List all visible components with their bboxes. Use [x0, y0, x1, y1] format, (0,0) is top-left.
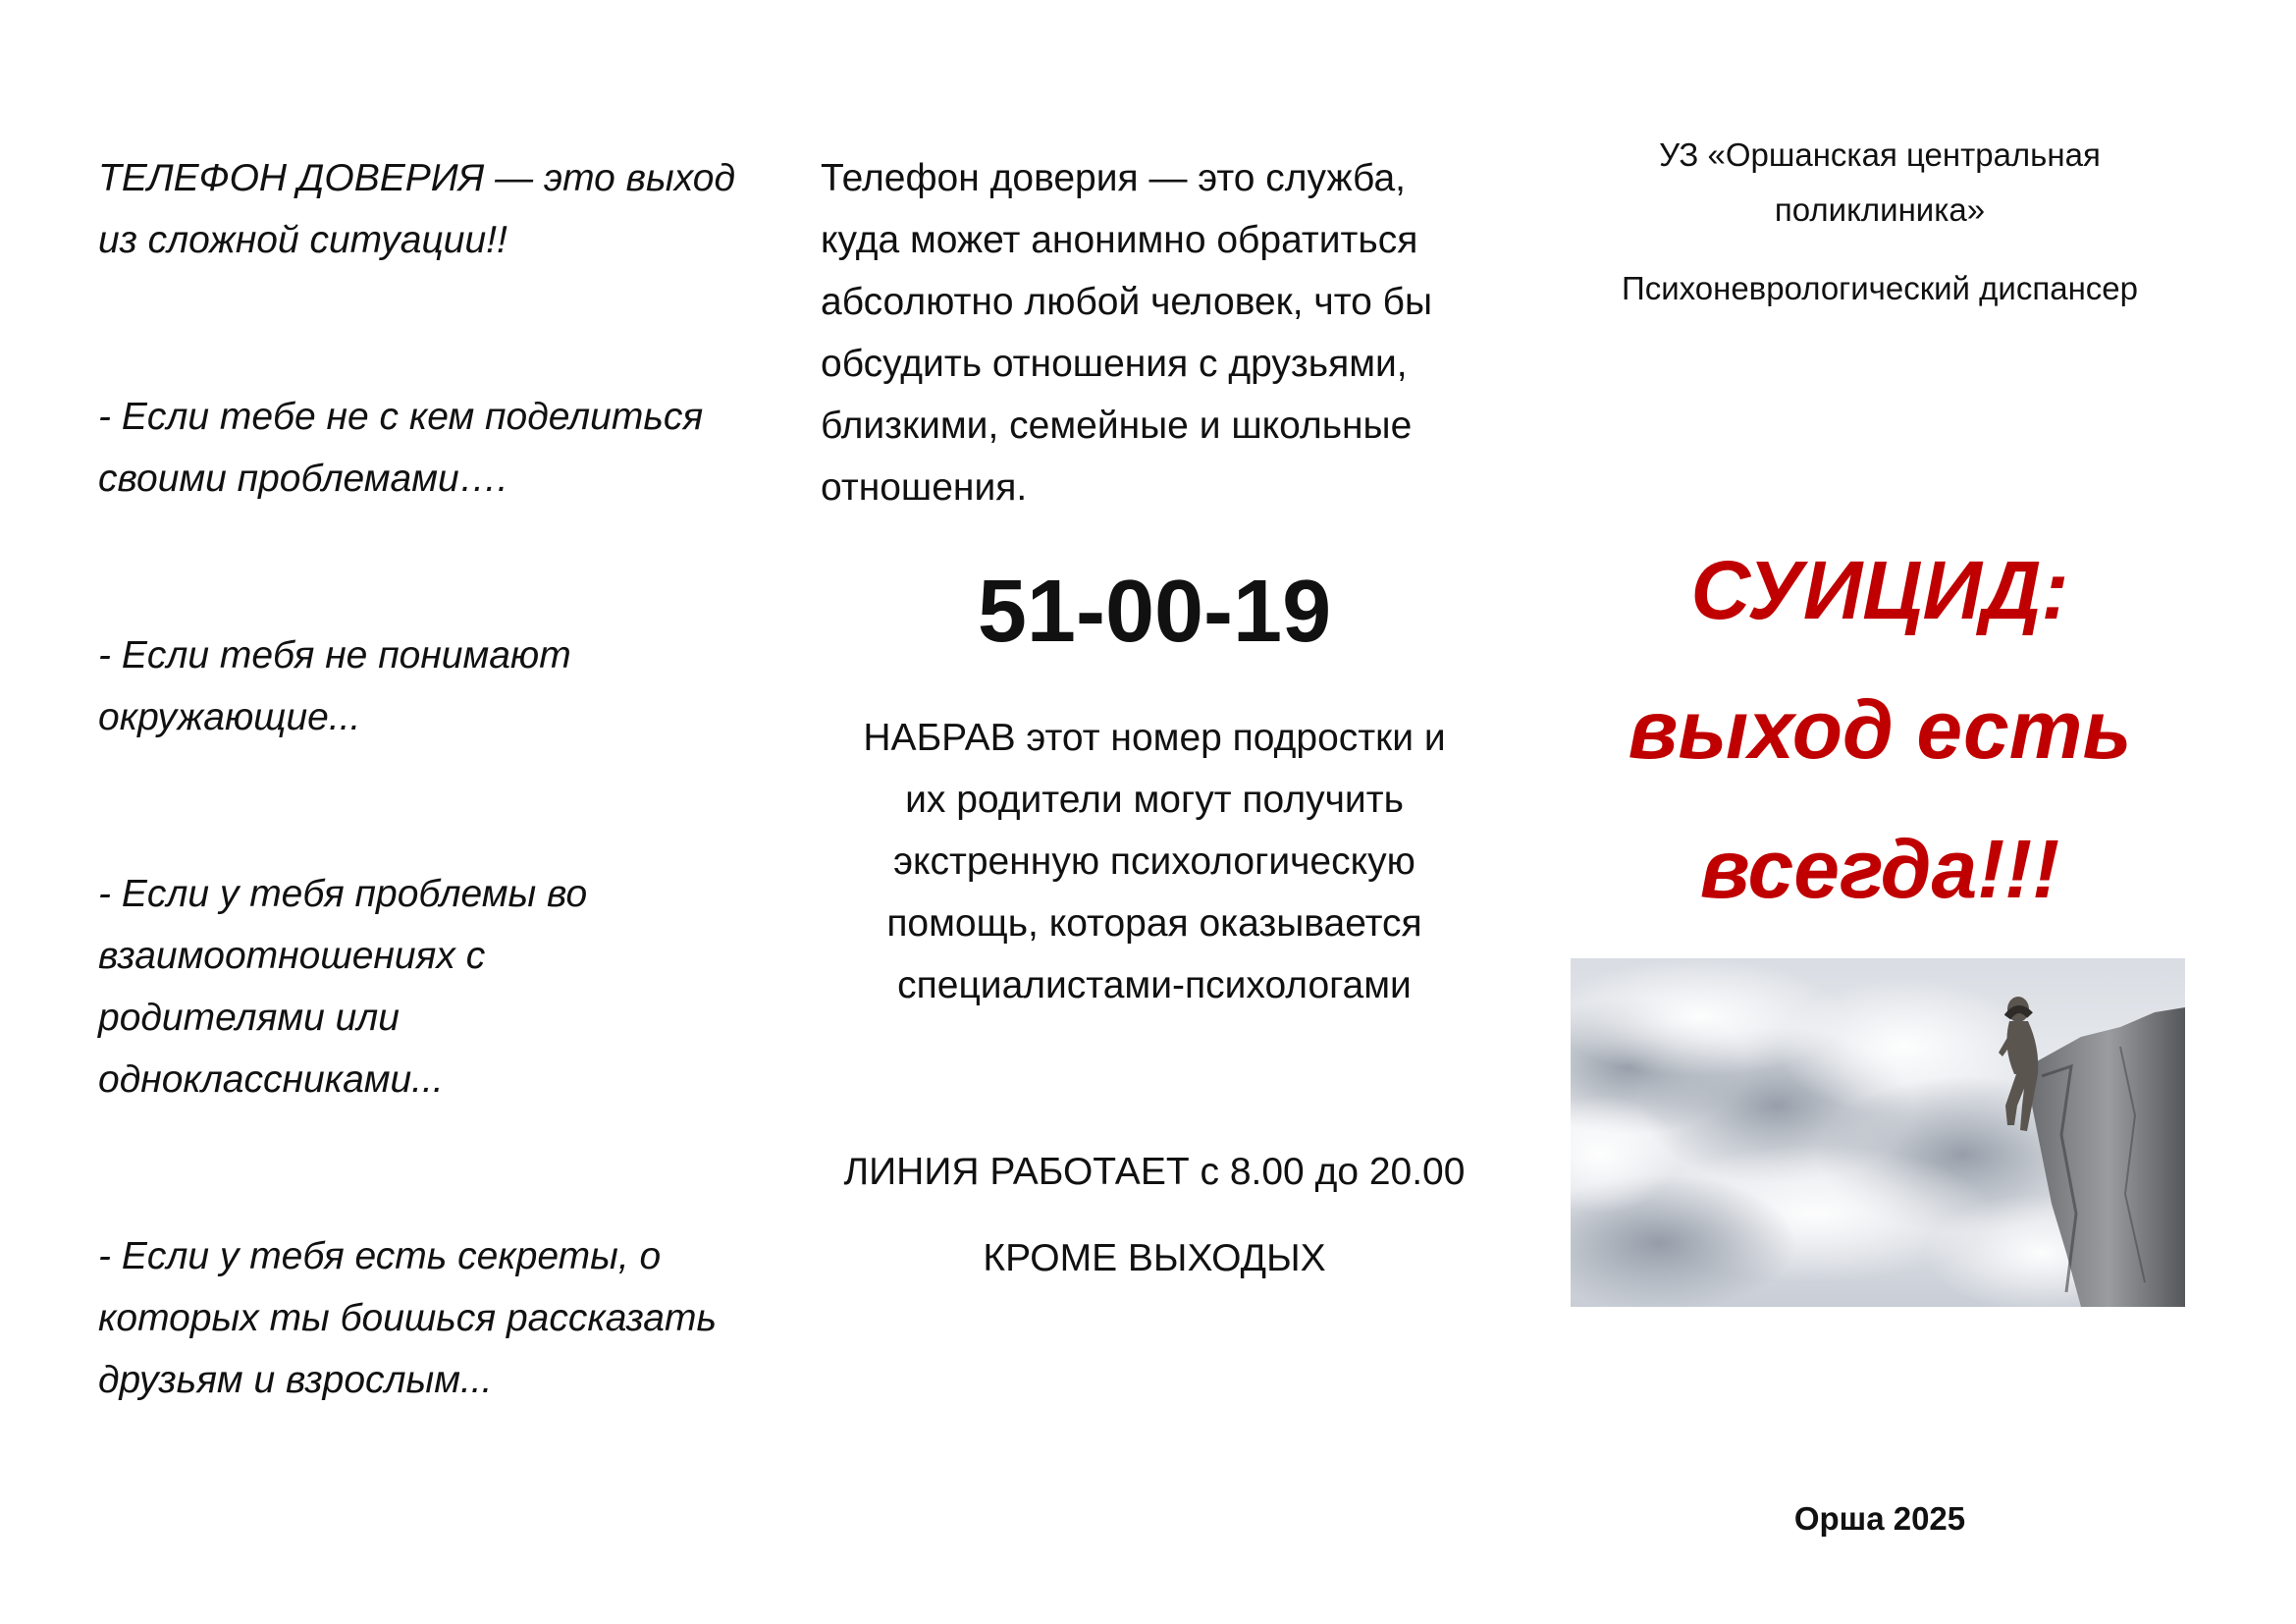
list-item: - Если у тебя проблемы во взаимоотношениях с родителями или одноклассниками... [98, 873, 588, 1101]
organization-name: УЗ «Оршанская центральная поликлиника» [1659, 136, 2101, 228]
help-info-text: НАБРАВ этот номер подростки и их родители могут получить экстренную психологическую помощь, которая оказывается специалистами-психологами [863, 717, 1446, 1006]
headline [1561, 520, 2199, 939]
service-description: Телефон доверия — это служба, куда может анонимно обратиться абсолютно любой человек, что бы обсудить отношения с друзьями, близкими, семейные и школьные отношения. [821, 157, 1433, 509]
footer-city-year: Орша 2025 [1793, 1500, 1966, 1537]
hotline-phone-number: 51-00-19 [977, 563, 1332, 661]
middle-column [821, 147, 1488, 1279]
working-days-note: КРОМЕ ВЫХОДЫХ [983, 1237, 1326, 1279]
headline-line-1: СУИЦИД: [1690, 544, 2069, 636]
intro-text: ТЕЛЕФОН ДОВЕРИЯ — это выход из сложной ситуации!! [98, 157, 736, 261]
working-hours: ЛИНИЯ РАБОТАЕТ с 8.00 до 20.00 [843, 1151, 1466, 1193]
list-item: - Если тебе не с кем поделиться своими проблемами…. [98, 396, 704, 500]
headline-line-3: всегда!!! [1699, 823, 2060, 915]
person-on-cliff-clouds-photo [1571, 958, 2185, 1307]
left-column [98, 147, 775, 1411]
headline-line-2: выход есть [1628, 683, 2132, 776]
department-name: Психоневрологический диспансер [1621, 270, 2139, 306]
list-item: - Если тебя не понимают окружающие... [98, 634, 571, 738]
list-item: - Если у тебя есть секреты, о которых ты боишься рассказать друзьям и взрослым... [98, 1235, 717, 1401]
